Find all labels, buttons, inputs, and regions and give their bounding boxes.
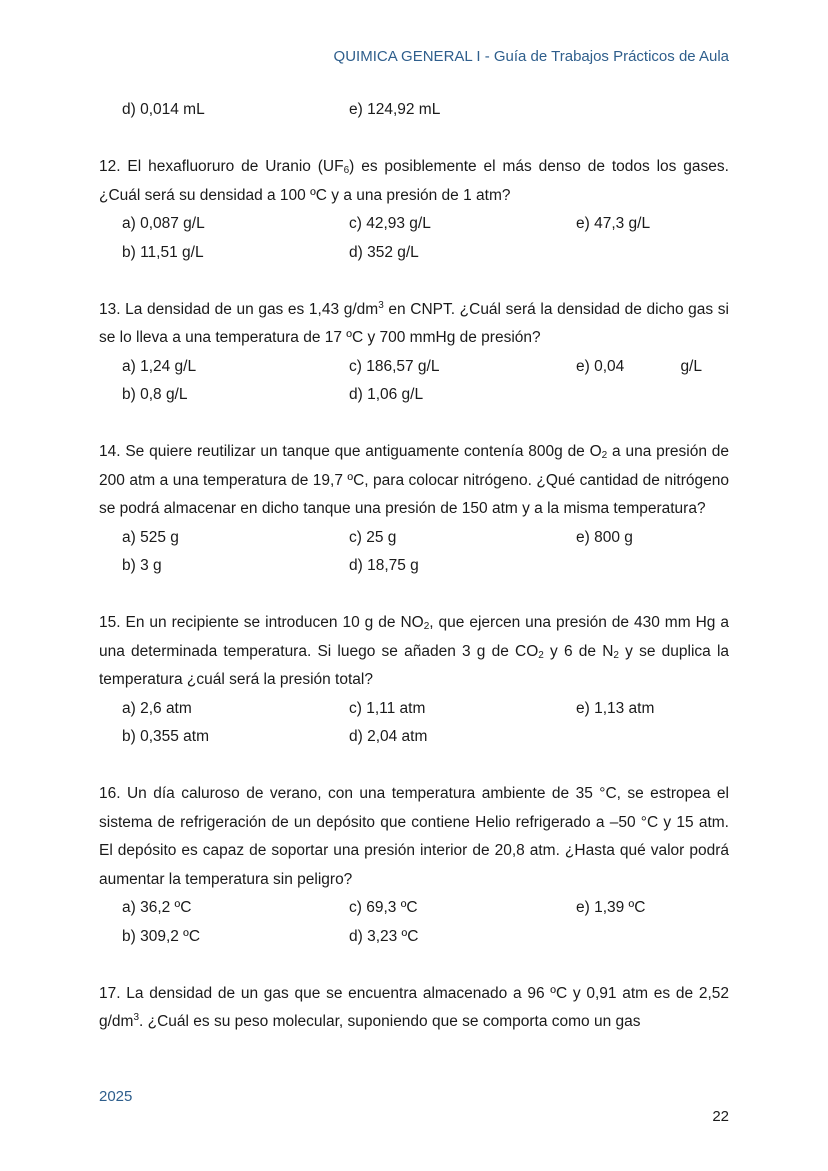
option-d: d) 2,04 atm (349, 728, 428, 745)
prev-question-options (99, 96, 729, 125)
option-c: c) 42,93 g/L (349, 215, 431, 232)
footer-year: 2025 (99, 1088, 133, 1105)
option-d: d) 352 g/L (349, 243, 419, 261)
option-a: a) 2,6 atm (122, 699, 192, 717)
question-15: 15. En un recipiente se introducen 10 g de $NO_2$, que ejercen una presión de 430 mm Hg a una determinada temperatura. Si luego se añaden 3 g de $CO_2$ y 6 de $N_2$ y se duplica la temperatura ¿cuál será la presión total? (99, 614, 730, 688)
question-13: 13. La densidad de un gas es 1,43 $g/dm^3$ en CNPT. ¿Cuál será la densidad de dicho gas si se lo lleva a una temperatura de 17 ºC y 700 mmHg de presión? (99, 299, 729, 346)
option-a: a) 36,2 ºC (122, 899, 192, 916)
option-c: c) 25 g (349, 528, 397, 546)
page-content (99, 96, 729, 1037)
option-b: b) 3 g (122, 557, 162, 574)
option-d: d) 3,23 ºC (349, 927, 419, 945)
question-16: 16. Un día caluroso de verano, con una temperatura ambiente de 35 °C, se estropea el sistema de refrigeración de un depósito que contiene Helio refrigerado a –50 °C y 15 atm. El depósito es capaz de soportar una presión interior de 20,8 atm. ¿Hasta qué valor podrá aumentar la temperatura sin peligro? (99, 785, 729, 888)
option-e: e) 800 g (576, 528, 633, 546)
question-16-options (99, 894, 729, 951)
option-b: b) 11,51 g/L (122, 243, 204, 261)
option-e: e) 0,04 g/L (576, 357, 702, 375)
option-e: e) 47,3 g/L (576, 215, 651, 232)
question-12-options (99, 210, 729, 267)
question-15-options (99, 695, 729, 752)
option-a: a) 1,24 g/L (122, 357, 197, 375)
option-b: b) 0,355 atm (122, 728, 210, 745)
question-12: 12. El hexafluoruro de Uranio $(UF_6)$ es posiblemente el más denso de todos los gases. ¿Cuál será su densidad a 100 ºC y a una presión de 1 atm? (99, 158, 729, 204)
question-14: 14. Se quiere reutilizar un tanque que antiguamente contenía 800g de $O_2$ a una presión de 200 atm a una temperatura de 19,7 ºC, para colocar nitrógeno. ¿Qué cantidad de nitrógeno se podrá almacenar en dicho tanque una presión de 150 atm y a la misma temperatura? (99, 443, 729, 517)
question-17: 17. La densidad de un gas que se encuentra almacenado a 96 ºC y 0,91 atm es de 2,52 $g/dm^3$. ¿Cuál es su peso molecular, suponiendo que se comporta como un gas (99, 984, 729, 1030)
option-d: d) 18,75 g (349, 557, 419, 574)
option-a: a) 0,087 g/L (122, 215, 205, 232)
page-header: QUIMICA GENERAL I - Guía de Trabajos Prácticos de Aula (333, 48, 729, 65)
option-a: a) 525 g (122, 528, 179, 546)
option-b: b) 309,2 ºC (122, 927, 201, 945)
question-14-options (99, 524, 729, 581)
option-d: d) 0,014 mL (122, 101, 205, 118)
page-number: 22 (712, 1108, 729, 1125)
option-e: e) 124,92 mL (349, 101, 441, 118)
option-e: e) 1,39 ºC (576, 899, 646, 916)
question-13-options (99, 353, 729, 410)
option-d: d) 1,06 g/L (349, 386, 424, 403)
option-c: c) 186,57 g/L (349, 357, 440, 375)
option-e: e) 1,13 atm (576, 699, 655, 717)
option-c: c) 69,3 ºC (349, 899, 418, 916)
option-c: c) 1,11 atm (349, 699, 426, 717)
option-b: b) 0,8 g/L (122, 386, 188, 403)
